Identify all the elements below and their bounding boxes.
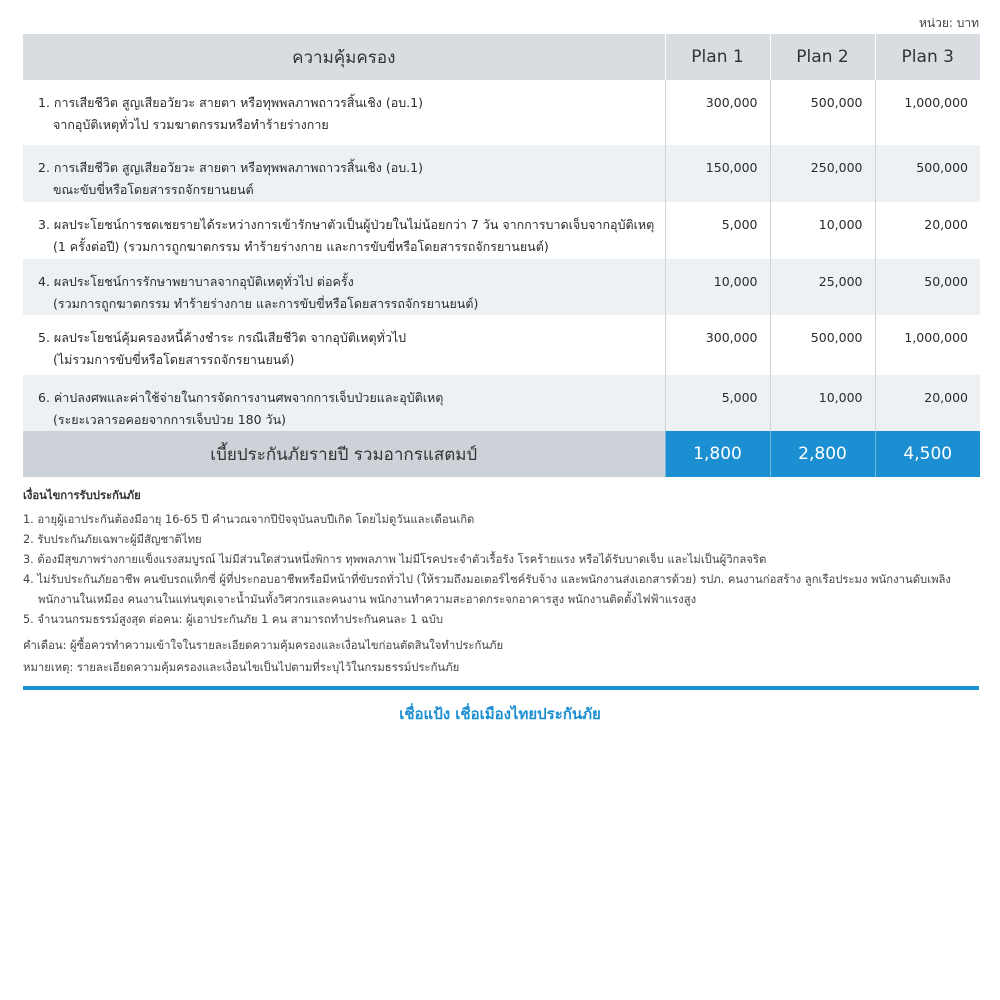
coverage-line: 2. การเสียชีวิต สูญเสียอวัยวะ สายตา หรือทุพพลภาพถาวรสิ้นเชิง (อบ.1) (38, 160, 423, 175)
coverage-line: 5. ผลประโยชน์คุ้มครองหนี้ค้างชำระ กรณีเสียชีวิต จากอุบัติเหตุทั่วไป (38, 330, 407, 345)
list-item (23, 530, 983, 550)
table-row (23, 80, 980, 145)
list-item (23, 610, 983, 630)
plan-2-value: 10,000 (770, 202, 875, 259)
coverage-table (23, 34, 980, 477)
plan-3-value: 1,000,000 (875, 315, 980, 375)
plan-3-value: 20,000 (875, 202, 980, 259)
plan-1-value: 10,000 (665, 259, 770, 315)
condition-text: 2. รับประกันภัยเฉพาะผู้มีสัญชาติไทย (23, 533, 202, 546)
footer-divider (23, 686, 979, 690)
conditions-list (23, 510, 983, 630)
plan-2-value: 250,000 (770, 145, 875, 202)
coverage-description (23, 80, 665, 145)
coverage-line: (1 ครั้งต่อปี) (รวมการถูกฆาตกรรม ทำร้ายร่างกาย และการขับขี่หรือโดยสารรถจักรยานยนต์) (53, 239, 549, 254)
coverage-line: 4. ผลประโยชน์การรักษาพยาบาลจากอุบัติเหตุทั่วไป ต่อครั้ง (38, 274, 354, 289)
coverage-line: (ไม่รวมการขับขี่หรือโดยสารรถจักรยานยนต์) (53, 352, 295, 367)
coverage-line: (รวมการถูกฆาตกรรม ทำร้ายร่างกาย และการขับขี่หรือโดยสารรถจักรยานยนต์) (53, 296, 479, 311)
slogan: เชื่อแป้ง เชื่อเมืองไทยประกันภัย (399, 705, 601, 723)
plan-1-value: 300,000 (665, 80, 770, 145)
table-row (23, 202, 980, 259)
table-row (23, 315, 980, 375)
conditions-section (23, 486, 983, 678)
plan-3-value: 500,000 (875, 145, 980, 202)
plan-2-column-header: Plan 2 (770, 34, 875, 80)
table-row (23, 375, 980, 431)
plan-1-value: 5,000 (665, 375, 770, 431)
condition-text-continued: พนักงานในเหมือง คนงานในแท่นขุดเจาะน้ำมันทั้งวิศวกรและคนงาน พนักงานทำความสะอาดกระจกอาคารสูง พนักงานติดตั้งไฟฟ้าแรงสูง (38, 593, 697, 606)
coverage-description (23, 315, 665, 375)
coverage-line: 1. การเสียชีวิต สูญเสียอวัยวะ สายตา หรือทุพพลภาพถาวรสิ้นเชิง (อบ.1) (38, 95, 423, 110)
plan-3-value: 1,000,000 (875, 80, 980, 145)
coverage-line: 3. ผลประโยชน์การชดเชยรายได้ระหว่างการเข้ารักษาตัวเป็นผู้ป่วยในไม่น้อยกว่า 7 วัน จากการบาดเจ็บจากอุบัติเหตุ (38, 217, 655, 232)
coverage-line: 6. ค่าปลงศพและค่าใช้จ่ายในการจัดการงานศพจากการเจ็บป่วยและอุบัติเหตุ (38, 390, 444, 405)
condition-text: 1. อายุผู้เอาประกันต้องมีอายุ 16-65 ปี คำนวณจากปีปัจจุบันลบปีเกิด โดยไม่ดูวันและเดือนเกิด (23, 513, 475, 526)
plan-1-column-header: Plan 1 (665, 34, 770, 80)
plan-2-premium: 2,800 (770, 431, 875, 477)
conditions-title: เงื่อนไขการรับประกันภัย (23, 489, 141, 502)
plan-2-value: 25,000 (770, 259, 875, 315)
plan-1-premium: 1,800 (665, 431, 770, 477)
plan-1-value: 150,000 (665, 145, 770, 202)
warning-note: คำเตือน: ผู้ซื้อควรทำความเข้าใจในรายละเอียดความคุ้มครองและเงื่อนไขก่อนตัดสินใจทำประกันภัย (23, 639, 504, 652)
unit-label: หน่วย: บาท (918, 16, 979, 30)
plan-1-value: 300,000 (665, 315, 770, 375)
remark-note: หมายเหตุ: รายละเอียดความคุ้มครองและเงื่อนไขเป็นไปตามที่ระบุไว้ในกรมธรรม์ประกันภัย (23, 661, 460, 674)
condition-text: 5. จำนวนกรมธรรม์สูงสุด ต่อคน: ผู้เอาประกันภัย 1 คน สามารถทำประกันคนละ 1 ฉบับ (23, 613, 444, 626)
condition-text: 3. ต้องมีสุขภาพร่างกายแข็งแรงสมบูรณ์ ไม่มีส่วนใดส่วนหนึ่งพิการ ทุพพลภาพ ไม่มีโรคประจำตัวเรื้อรัง โรคร้ายแรง หรือได้รับบาดเจ็บ และไม่เป็นผู้วิกลจริต (23, 553, 767, 566)
list-item (23, 510, 983, 530)
list-item (23, 570, 983, 610)
coverage-line: จากอุบัติเหตุทั่วไป รวมฆาตกรรมหรือทำร้ายร่างกาย (53, 117, 329, 132)
coverage-line: (ระยะเวลารอคอยจากการเจ็บป่วย 180 วัน) (53, 412, 286, 427)
plan-3-column-header: Plan 3 (875, 34, 980, 80)
premium-row (23, 431, 980, 477)
coverage-description (23, 145, 665, 202)
plan-3-value: 20,000 (875, 375, 980, 431)
plan-2-value: 10,000 (770, 375, 875, 431)
plan-3-premium: 4,500 (875, 431, 980, 477)
condition-text: 4. ไม่รับประกันภัยอาชีพ คนขับรถแท็กซี่ ผู้ที่ประกอบอาชีพหรือมีหน้าที่ขับรถทั่วไป (ให้รวมถึงมอเตอร์ไซค์รับจ้าง และพนักงานส่งเอกสารด้วย) รปภ. คนงานก่อสร้าง ลูกเรือประมง พนักงานดับเพลิง (23, 573, 951, 586)
coverage-description (23, 202, 665, 259)
coverage-description (23, 259, 665, 315)
coverage-description (23, 375, 665, 431)
coverage-column-header: ความคุ้มครอง (23, 34, 665, 80)
coverage-line: ขณะขับขี่หรือโดยสารรถจักรยานยนต์ (53, 182, 254, 197)
table-header-row (23, 34, 980, 80)
list-item (23, 550, 983, 570)
plan-3-value: 50,000 (875, 259, 980, 315)
plan-1-value: 5,000 (665, 202, 770, 259)
table-row (23, 259, 980, 315)
plan-2-value: 500,000 (770, 80, 875, 145)
table-row (23, 145, 980, 202)
plan-2-value: 500,000 (770, 315, 875, 375)
premium-label: เบี้ยประกันภัยรายปี รวมอากรแสตมป์ (23, 431, 665, 477)
